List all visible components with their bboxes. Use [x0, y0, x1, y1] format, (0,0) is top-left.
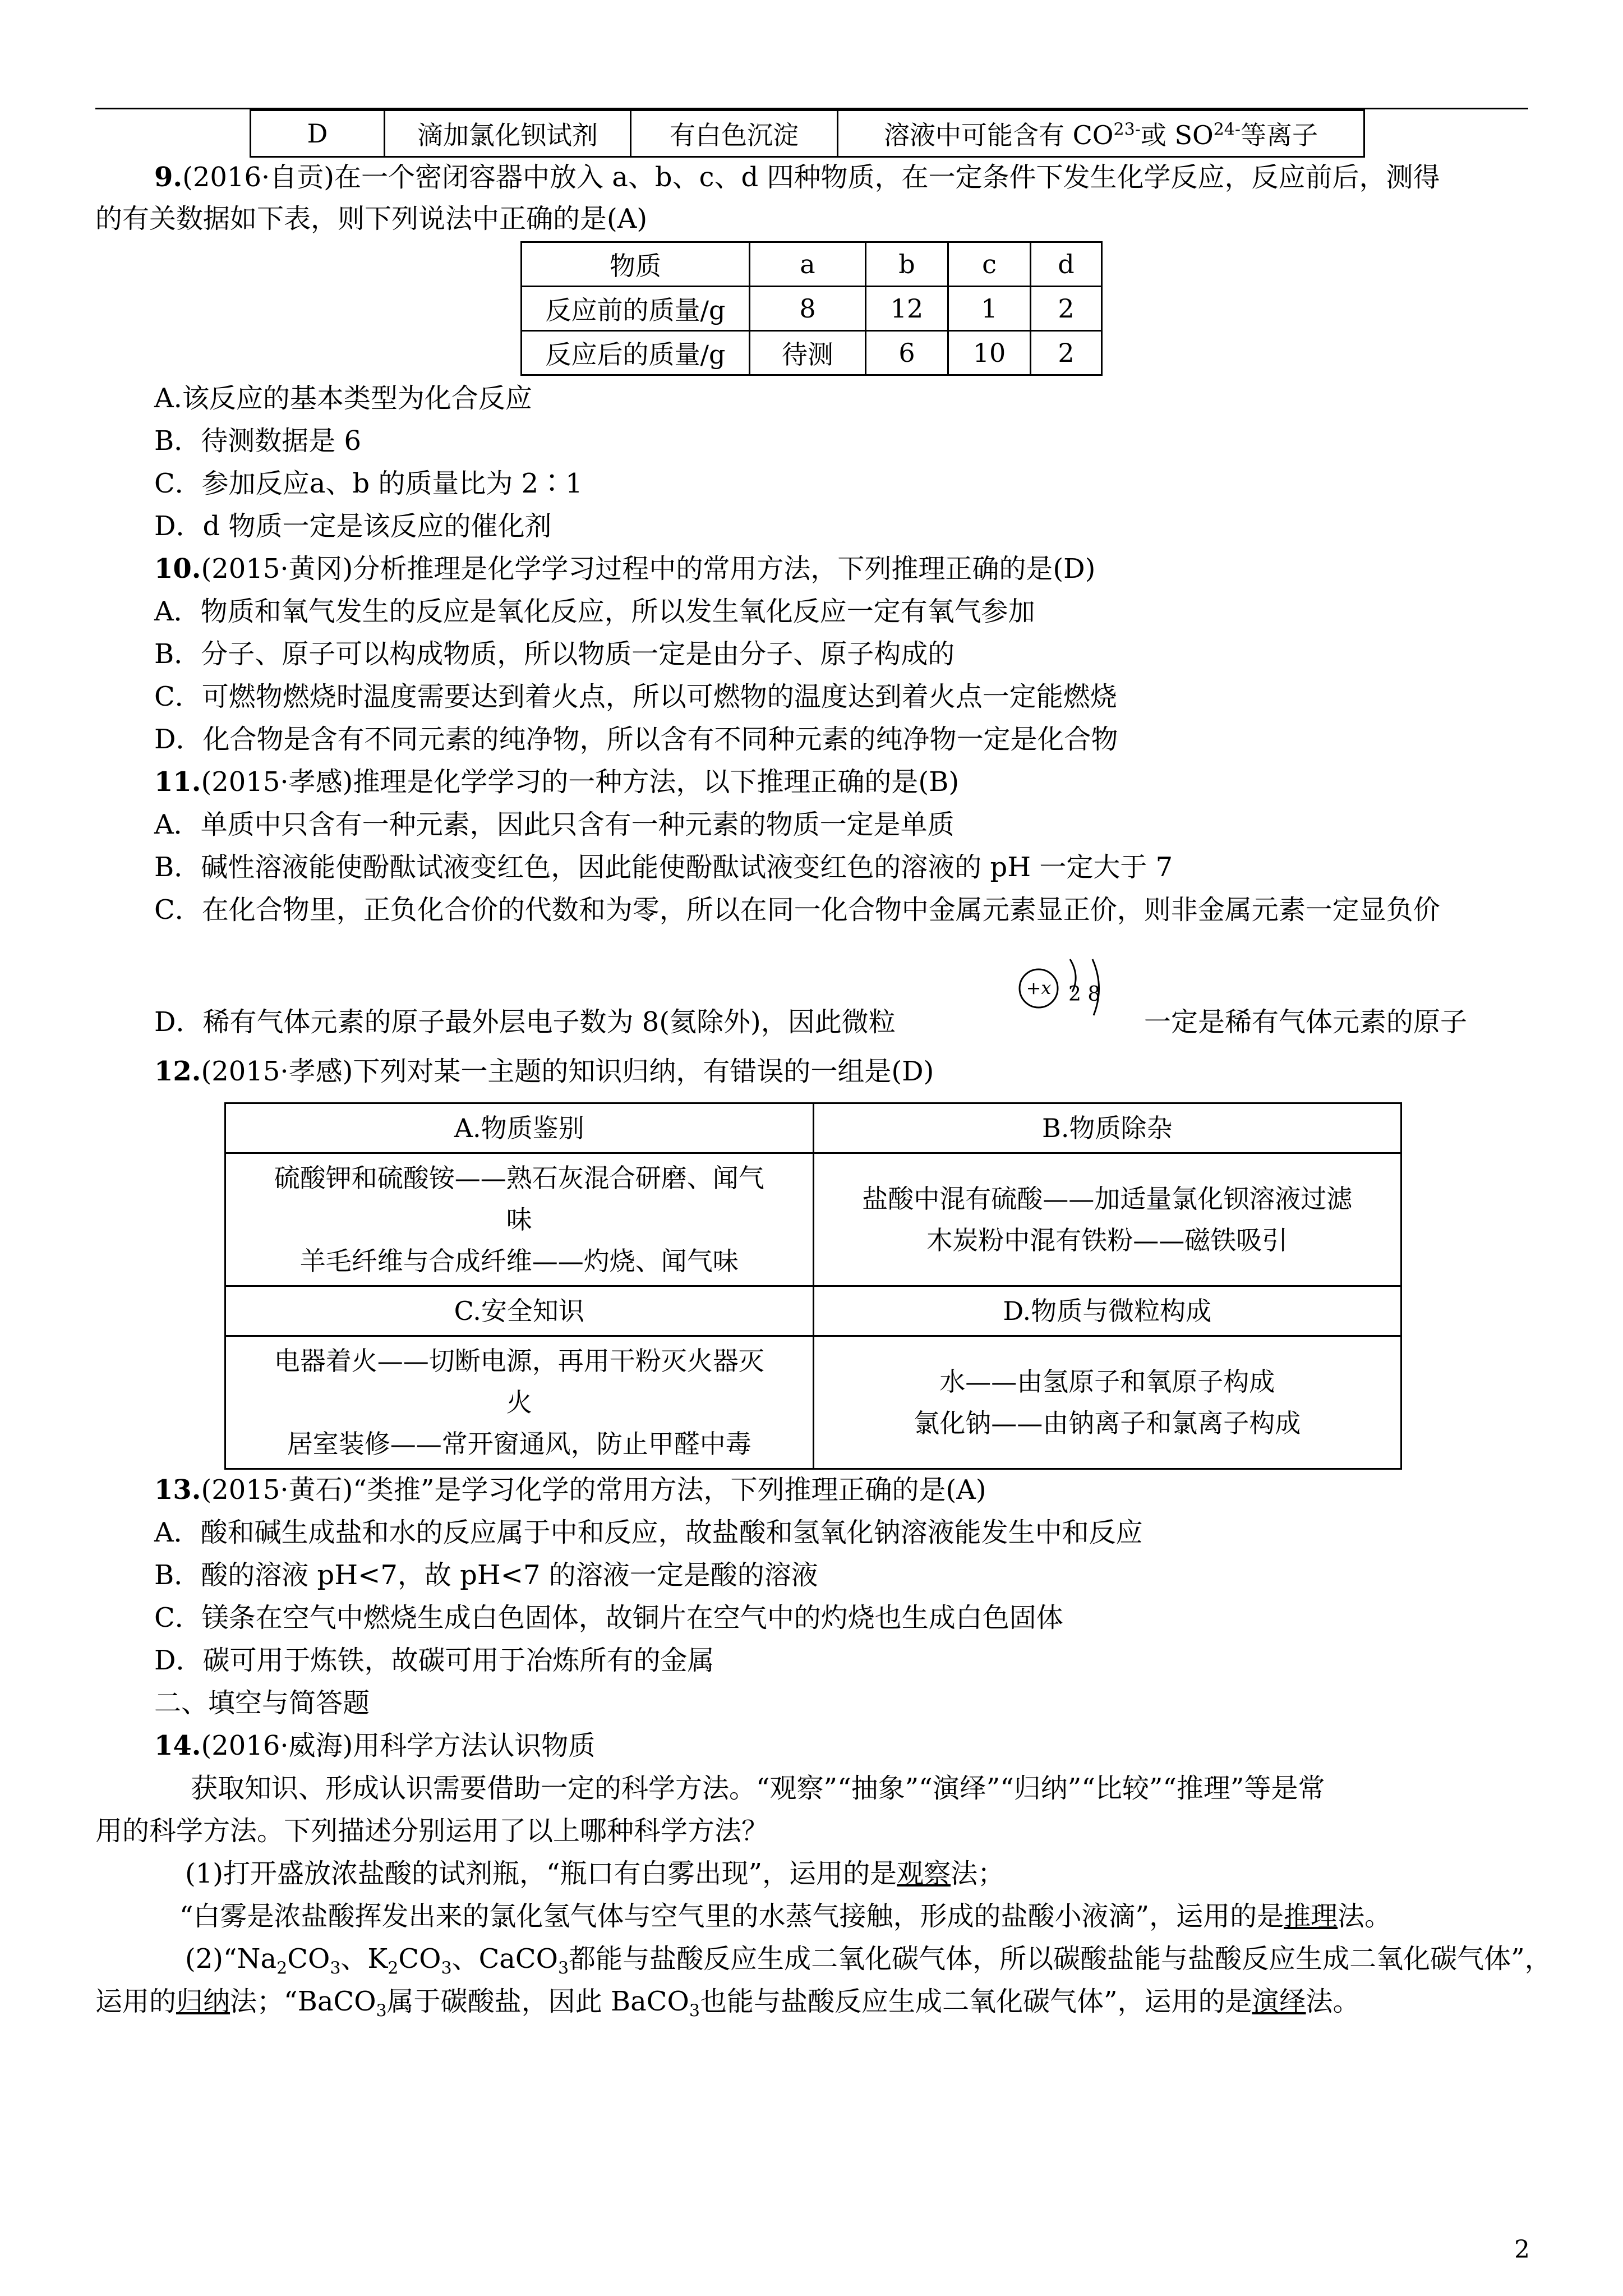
- table-cell-a: 硫酸钾和硫酸铵——熟石灰混合研磨、闻气 味 羊毛纤维与合成纤维——灼烧、闻气味: [225, 1153, 814, 1286]
- atom-structure-diagram: [1009, 954, 1138, 1027]
- table-cell-b: 盐酸中混有硫酸——加适量氯化钡溶液过滤 木炭粉中混有铁粉——磁铁吸引: [813, 1153, 1401, 1286]
- q11-option-d-before: D．稀有气体元素的原子最外层电子数为 8(氦除外)，因此微粒: [154, 1006, 896, 1038]
- table-cell: 反应后的质量/g: [522, 331, 750, 375]
- table-cell: a: [750, 242, 866, 287]
- cell: 溶液中可能含有 $CO^{23-}$或 $SO^{24-}$等离子: [838, 111, 1364, 157]
- table-cell: 10: [948, 331, 1031, 375]
- q9-option-d: D．d 物质一定是该反应的催化剂: [154, 510, 552, 542]
- q13-stem: 13.(2015·黄石)“类推”是学习化学的常用方法，下列推理正确的是(A): [154, 1474, 986, 1506]
- table-cell: d: [1031, 242, 1102, 287]
- cell: 有白色沉淀: [631, 111, 838, 157]
- table-cell: b: [866, 242, 948, 287]
- q14-paragraph-line1: 获取知识、形成认识需要借助一定的科学方法。“观察”“抽象”“演绎”“归纳”“比较”“推理”等是常: [191, 1773, 1325, 1804]
- q14-stem: 14.(2016·威海)用科学方法认识物质: [154, 1730, 596, 1761]
- table-cell-d: 水——由氢原子和氧原子构成 氯化钠——由钠离子和氯离子构成: [813, 1336, 1401, 1469]
- table-header-a: A.物质鉴别: [225, 1103, 814, 1153]
- q13-option-a: A．酸和碱生成盐和水的反应属于中和反应，故盐酸和氢氧化钠溶液能发生中和反应: [154, 1517, 1143, 1548]
- cell: D: [251, 111, 385, 157]
- section-heading: 二、填空与简答题: [154, 1687, 370, 1719]
- q9-stem-line1: 9.(2016·自贡)在一个密闭容器中放入 a、b、c、d 四种物质，在一定条件下发生化学反应，反应前后，测得: [154, 162, 1440, 193]
- q14-sub1: (1)打开盛放浓盐酸的试剂瓶，“瓶口有白雾出现”，运用的是观察法；: [185, 1858, 1005, 1889]
- q14-sub2-second: 运用的归纳法；“BaCO$_3$属于碳酸盐，因此 BaCO$_3$也能与盐酸反应生成二氧化碳气体”，运用的是演绎法。: [95, 1986, 1360, 2021]
- previous-question-table-row: [250, 109, 1365, 158]
- table-cell: 物质: [522, 242, 750, 287]
- page-number: 2: [1514, 2235, 1530, 2264]
- q14-sub1-second: “白雾是浓盐酸挥发出来的氯化氢气体与空气里的水蒸气接触，形成的盐酸小液滴”，运用的是推理法。: [179, 1901, 1392, 1932]
- q14-paragraph-line2: 用的科学方法。下列描述分别运用了以上哪种科学方法？: [95, 1815, 769, 1847]
- q13-option-d: D．碳可用于炼铁，故碳可用于冶炼所有的金属: [154, 1645, 714, 1676]
- q9-option-b: B．待测数据是 6: [154, 425, 362, 457]
- q11-option-b: B．碱性溶液能使酚酞试液变红色，因此能使酚酞试液变红色的溶液的 pH 一定大于 7: [154, 852, 1173, 883]
- q10-option-c: C．可燃物燃烧时温度需要达到着火点，所以可燃物的温度达到着火点一定能燃烧: [154, 681, 1117, 712]
- table-header-b: B.物质除杂: [813, 1103, 1401, 1153]
- shell-electron-counts: 2 8: [1068, 983, 1101, 1006]
- q11-option-a: A．单质中只含有一种元素，因此只含有一种元素的物质一定是单质: [154, 809, 955, 840]
- table-header-d: D.物质与微粒构成: [813, 1286, 1401, 1336]
- table-cell: 反应前的质量/g: [522, 287, 750, 331]
- table-cell-c: 电器着火——切断电源，再用干粉灭火器灭 火 居室装修——常开窗通风，防止甲醛中毒: [225, 1336, 814, 1469]
- table-cell: 8: [750, 287, 866, 331]
- answer-blank: 演绎: [1252, 1986, 1306, 2017]
- q10-option-a: A．物质和氧气发生的反应是氧化反应，所以发生氧化反应一定有氧气参加: [154, 596, 1035, 627]
- q11-stem: 11.(2015·孝感)推理是化学学习的一种方法，以下推理正确的是(B): [154, 766, 960, 798]
- q11-option-d-after: 一定是稀有气体元素的原子: [1144, 1006, 1468, 1038]
- q12-knowledge-table: [224, 1102, 1402, 1470]
- q10-option-d: D．化合物是含有不同元素的纯净物，所以含有不同种元素的纯净物一定是化合物: [154, 724, 1118, 755]
- table-cell: 待测: [750, 331, 866, 375]
- q13-option-c: C．镁条在空气中燃烧生成白色固体，故铜片在空气中的灼烧也生成白色固体: [154, 1602, 1063, 1634]
- q9-data-table: [520, 241, 1103, 376]
- q9-option-c: C．参加反应a、b 的质量比为 2∶1: [154, 468, 583, 499]
- q10-option-b: B．分子、原子可以构成物质，所以物质一定是由分子、原子构成的: [154, 638, 955, 670]
- q9-stem-line2: 的有关数据如下表，则下列说法中正确的是(A): [95, 203, 648, 234]
- answer-blank: 推理: [1284, 1901, 1338, 1932]
- table-cell: 2: [1031, 287, 1102, 331]
- cell: 滴加氯化钡试剂: [385, 111, 631, 157]
- q12-stem: 12.(2015·孝感)下列对某一主题的知识归纳，有错误的一组是(D): [154, 1056, 934, 1087]
- table-header-c: C.安全知识: [225, 1286, 814, 1336]
- answer-blank: 观察: [897, 1858, 951, 1889]
- q14-sub2: $(2)“Na_2CO_3$、$K_2CO_3$、CaCO$_3$都能与盐酸反应生成二氧化碳气体，所以碳酸盐能与盐酸反应生成二氧化碳气体”，: [185, 1943, 1552, 1978]
- table-cell: c: [948, 242, 1031, 287]
- table-cell: 2: [1031, 331, 1102, 375]
- table-cell: 1: [948, 287, 1031, 331]
- q10-stem: 10.(2015·黄冈)分析推理是化学学习过程中的常用方法，下列推理正确的是(D): [154, 553, 1096, 585]
- nucleus-label: +x: [1026, 977, 1052, 999]
- q11-option-c: C．在化合物里，正负化合价的代数和为零，所以在同一化合物中金属元素显正价，则非金属元素一定显负价: [154, 894, 1440, 926]
- q13-option-b: B．酸的溶液 pH<7，故 pH<7 的溶液一定是酸的溶液: [154, 1559, 818, 1591]
- table-cell: 12: [866, 287, 948, 331]
- table-cell: 6: [866, 331, 948, 375]
- answer-blank: 归纳: [176, 1986, 230, 2017]
- q9-option-a: A.该反应的基本类型为化合反应: [154, 383, 532, 414]
